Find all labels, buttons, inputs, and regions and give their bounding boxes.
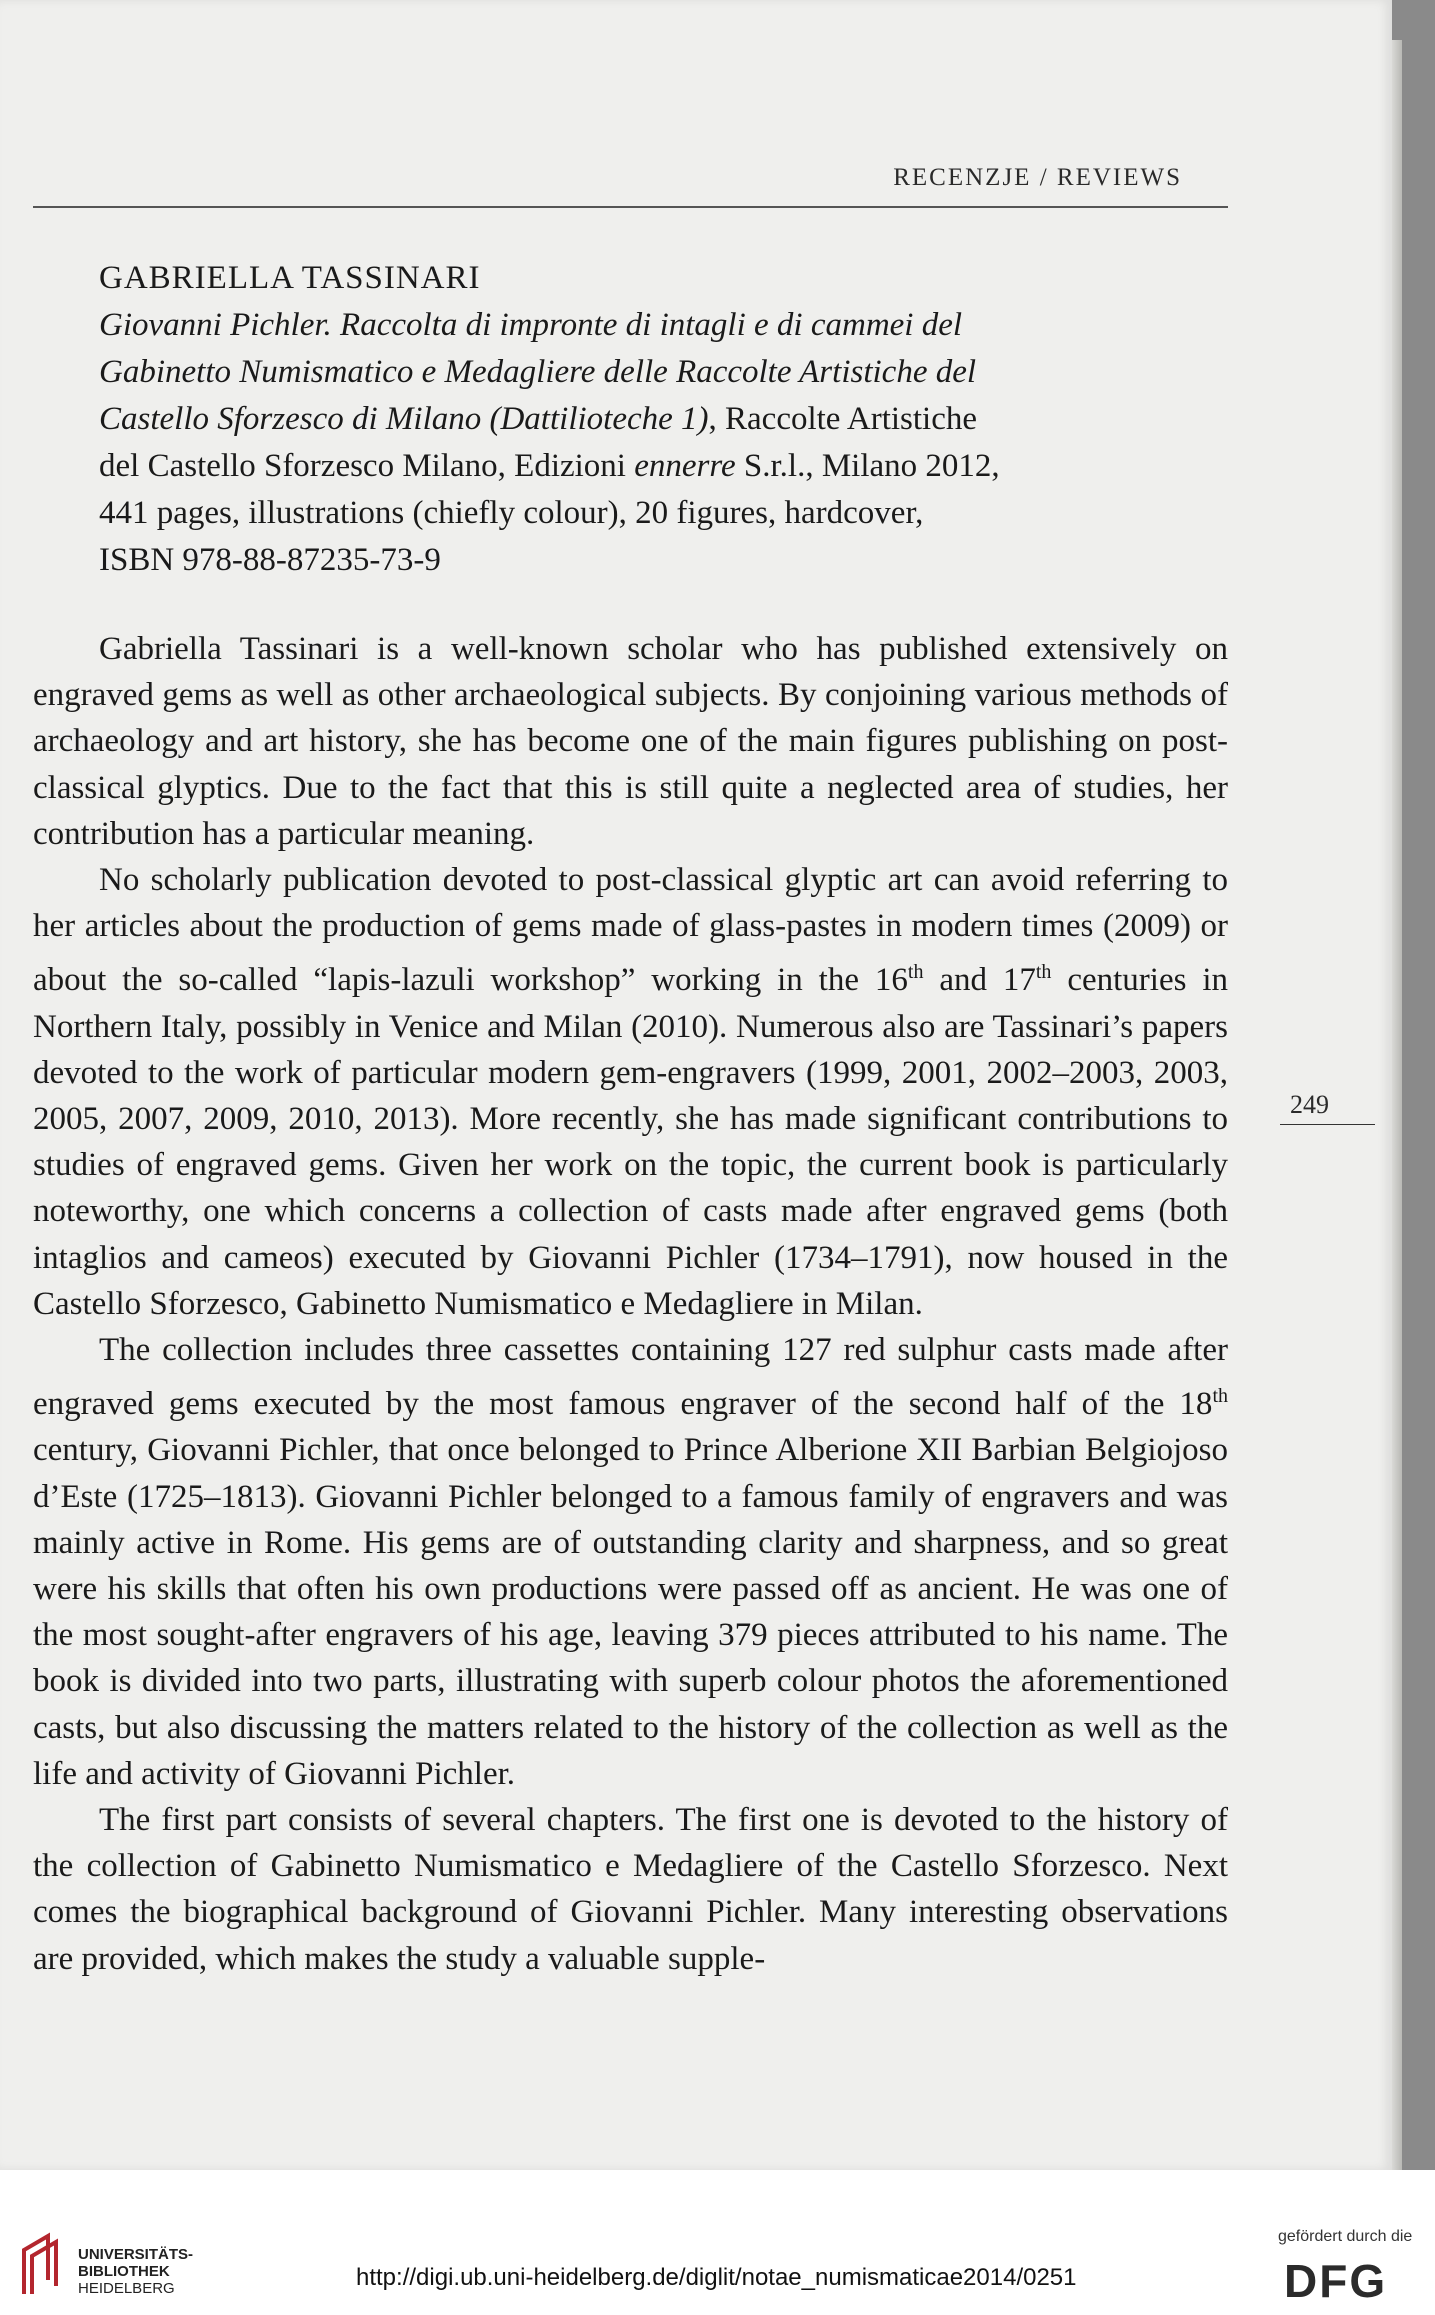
superscript-th-2: th [1035, 961, 1052, 984]
library-name [78, 2246, 193, 2297]
dfg-logo: DFG [1284, 2255, 1388, 2307]
library-logo-icon [18, 2232, 66, 2298]
citation-title-line-2 [99, 349, 1199, 396]
citation-author: GABRIELLA TASSINARI [99, 260, 481, 296]
review-body [33, 626, 1228, 1982]
citation-line-4b: S.r.l., Milano 2012, [735, 448, 1000, 484]
library-name-line-3: HEIDELBERG [78, 2280, 175, 2297]
scan-footer [0, 2170, 1435, 2315]
page-number-rule [1280, 1124, 1375, 1125]
book-citation [99, 255, 1199, 584]
citation-line-5: 441 pages, illustrations (chiefly colour), 20 figures, hardcover, [99, 495, 924, 531]
paragraph-2-part-c: centuries in Northern Italy, possibly in Venice and Milan (2010). Numerous also are Tassinari’s papers devoted to the work of particular modern gem-engravers (1999, 2001, 2002–2003, 2003, 2005, 2007, 2009, 2010, 2013). More recently, she has made significant contributions to studies of engraved gems. Given her work on the topic, the current book is particularly noteworthy, one which concerns a collection of casts made after engraved gems (both intaglios and cameos) executed by Giovanni Pichler (1734–1791), now housed in the Castello Sforzesco, Gabinetto Numismatico e Medagliere in Milan. [33, 962, 1228, 1322]
paragraph-3-part-b: century, Giovanni Pichler, that once belonged to Prince Alberione XII Barbian Belgiojoso d’Este (1725–1813). Giovanni Pichler belonged to a famous family of engravers and was mainly active in Rome. His gems are of outstanding clarity and sharpness, and so great were his skills that often his own productions were passed off as ancient. He was one of the most sought-after engravers of his age, leaving 379 pieces attributed to his name. The book is divided into two parts, illustrating with superb colour photos the aforementioned casts, but also discussing the matters related to the history of the collection as well as the life and activity of Giovanni Pichler. [33, 1432, 1228, 1792]
section-header: RECENZJE / REVIEWS [893, 164, 1182, 191]
citation-isbn: ISBN 978-88-87235-73-9 [99, 542, 441, 578]
paragraph-2-part-b: and 17 [923, 962, 1036, 999]
citation-title-text-1: Giovanni Pichler. Raccolta di impronte di intagli e di cammei del [99, 307, 963, 343]
superscript-th-3: th [1212, 1385, 1228, 1408]
superscript-th-1: th [907, 961, 924, 984]
citation-title-line-3 [99, 396, 1199, 443]
document-url-link[interactable]: http://digi.ub.uni-heidelberg.de/diglit/notae_numismaticae2014/0251 [356, 2264, 1077, 2291]
citation-title-text-3: Castello Sforzesco di Milano (Dattilioteche 1) [99, 401, 709, 437]
page-number: 249 [1290, 1090, 1329, 1119]
citation-line-4 [99, 443, 1199, 490]
paragraph-1: Gabriella Tassinari is a well-known scholar who has published extensively on engraved gems as well as other archaeological subjects. By conjoining various methods of archaeology and art history, she has become one of the main figures publishing on post-classical glyptics. Due to the fact that this is still quite a neglected area of studies, her contribution has a particular meaning. [33, 631, 1228, 852]
page-edge [1392, 40, 1402, 2170]
citation-line-4-italic: ennerre [634, 448, 736, 484]
funder-caption: gefördert durch die [1278, 2228, 1413, 2245]
paragraph-4: The first part consists of several chapters. The first one is devoted to the history of the collection of Gabinetto Numismatico e Medagliere of the Castello Sforzesco. Next comes the biographical background of Giovanni Pichler. Many interesting observations are provided, which makes the study a valuable supple- [33, 1802, 1228, 1977]
citation-line-4a: del Castello Sforzesco Milano, Edizioni [99, 448, 635, 484]
paragraph-3 [33, 1327, 1228, 1797]
library-name-line-2: BIBLIOTHEK [78, 2263, 170, 2280]
paragraph-2 [33, 857, 1228, 1327]
library-name-line-1: UNIVERSITÄTS- [78, 2246, 194, 2263]
paragraph-3-part-a: The collection includes three cassettes containing 127 red sulphur casts made after engraved gems executed by the most famous engraver of the second half of the 18 [33, 1332, 1228, 1423]
citation-title-line-1 [99, 302, 1199, 349]
paragraph-2-part-a: No scholarly publication devoted to post-classical glyptic art can avoid referring to her articles about the production of gems made of glass-pastes in modern times (2009) or about the so-called “lapis-lazuli workshop” working in the 16 [33, 862, 1228, 999]
header-rule [33, 206, 1228, 208]
citation-title-text-2: Gabinetto Numismatico e Medagliere delle Raccolte Artistiche del [99, 354, 977, 390]
citation-publisher: , Raccolte Artistiche [708, 401, 978, 437]
